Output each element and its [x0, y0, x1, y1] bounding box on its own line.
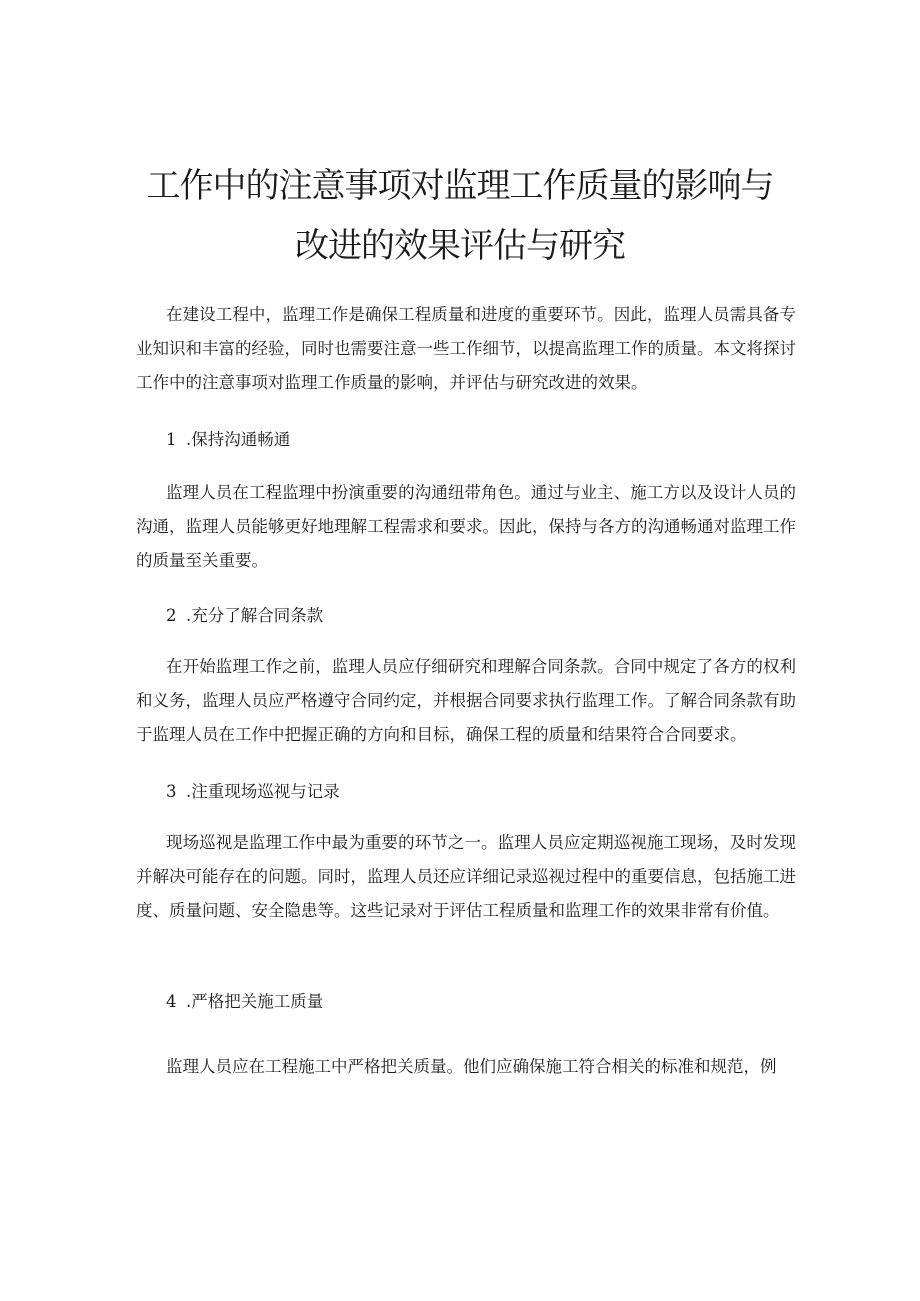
section-heading-text: .充分了解合同条款 — [186, 606, 324, 625]
section-body-2: 在开始监理工作之前，监理人员应仔细研究和理解合同条款。合同中规定了各方的权利和义务，监理人员应严格遵守合同约定，并根据合同要求执行监理工作。了解合同条款有助于监理人员在工作中把握正确的方向和目标，确保工程的质量和结果符合合同要求。 — [136, 657, 796, 744]
section-heading-3 — [166, 780, 340, 804]
section-heading-4 — [166, 990, 323, 1014]
section-heading-text: .注重现场巡视与记录 — [186, 782, 340, 801]
document-title-line-1: 工作中的注意事项对监理工作质量的影响与 — [146, 166, 774, 206]
section-heading-text: .严格把关施工质量 — [186, 992, 324, 1011]
document-title-line-2: 改进的效果评估与研究 — [295, 226, 625, 266]
section-number: 4 — [166, 992, 177, 1011]
section-heading-1 — [166, 428, 290, 452]
section-body-4: 监理人员应在工程施工中严格把关质量。他们应确保施工符合相关的标准和规范，例 — [166, 1057, 777, 1076]
section-body-3: 现场巡视是监理工作中最为重要的环节之一。监理人员应定期巡视施工现场，及时发现并解决可能存在的问题。同时，监理人员还应详细记录巡视过程中的重要信息，包括施工进度、质量问题、安全隐患等。这些记录对于评估工程质量和监理工作的效果非常有价值。 — [136, 833, 796, 920]
section-heading-text: .保持沟通畅通 — [186, 430, 291, 449]
section-number: 3 — [166, 782, 177, 801]
section-number: 2 — [166, 606, 177, 625]
section-heading-2 — [166, 604, 323, 628]
intro-paragraph: 在建设工程中，监理工作是确保工程质量和进度的重要环节。因此，监理人员需具备专业知识和丰富的经验，同时也需要注意一些工作细节，以提高监理工作的质量。本文将探讨工作中的注意事项对监理工作质量的影响，并评估与研究改进的效果。 — [136, 305, 796, 392]
section-number: 1 — [166, 430, 177, 449]
section-body-1: 监理人员在工程监理中扮演重要的沟通纽带角色。通过与业主、施工方以及设计人员的沟通，监理人员能够更好地理解工程需求和要求。因此，保持与各方的沟通畅通对监理工作的质量至关重要。 — [136, 483, 796, 570]
